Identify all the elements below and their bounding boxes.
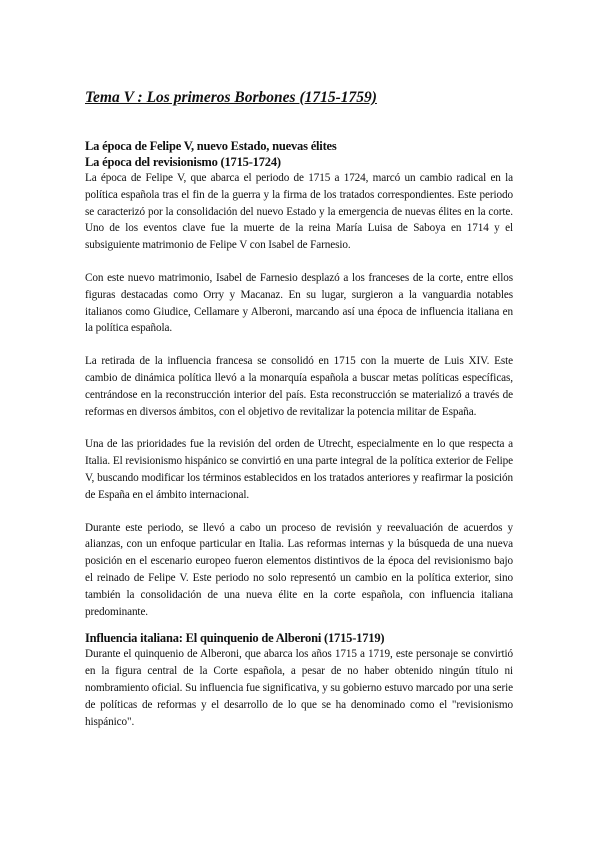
section-heading-alberoni: Influencia italiana: El quinquenio de Alberoni (1715-1719) <box>85 631 385 646</box>
document-title: Tema V : Los primeros Borbones (1715-1759) <box>85 89 377 106</box>
paragraph: Una de las prioridades fue la revisión del orden de Utrecht, especialmente en lo que respecta a Italia. El revisionismo hispánico se convirtió en una parte integral de la política exterior de Felipe V, buscando modificar los términos establecidos en los tratados anteriores y reafirmar la posición de España en el ámbito internacional. <box>85 438 513 501</box>
section-heading-felipe-v: La época de Felipe V, nuevo Estado, nuevas élites <box>85 139 337 153</box>
section-heading-revisionismo: La época del revisionismo (1715-1724) <box>85 155 281 169</box>
paragraph: La época de Felipe V, que abarca el periodo de 1715 a 1724, marcó un cambio radical en la política española tras el fin de la guerra y la firma de los tratados correspondientes. Este periodo se caracterizó por la consolidación del nuevo Estado y la emergencia de nuevas élites en la corte. Uno de los eventos clave fue la muerte de la reina María Luisa de Saboya en 1714 y el subsiguiente matrimonio de Felipe V con Isabel de Farnesio. <box>85 172 513 252</box>
paragraph: Durante el quinquenio de Alberoni, que abarca los años 1715 a 1719, este personaje se convirtió en la figura central de la Corte española, a pesar de no haber obtenido ningún título ni nombramiento oficial. Su influencia fue significativa, y su gobierno estuvo marcado por una serie de políticas de reformas y el desarrollo de lo que se ha denominado como el "revisionismo hispánico". <box>85 648 513 728</box>
paragraph: La retirada de la influencia francesa se consolidó en 1715 con la muerte de Luis XIV. Este cambio de dinámica política llevó a la monarquía española a buscar metas políticas específicas, centrándose en la reconstrucción interior del país. Esta reconstrucción se materializó a través de reformas en diversos ámbitos, con el objetivo de revitalizar la potencia militar de España. <box>85 355 513 418</box>
page-content <box>85 88 513 746</box>
paragraph: Durante este periodo, se llevó a cabo un proceso de revisión y reevaluación de acuerdos y alianzas, con un enfoque particular en Italia. Las reformas internas y la búsqueda de una nueva posición en el escenario europeo fueron elementos distintivos de la época del revisionismo bajo el reinado de Felipe V. Este periodo no solo representó un cambio en la política exterior, sino también la consolidación de una nueva élite en la corte española, con influencia italiana predominante. <box>85 521 513 618</box>
paragraph: Con este nuevo matrimonio, Isabel de Farnesio desplazó a los franceses de la corte, entre ellos figuras destacadas como Orry y Macanaz. En su lugar, surgieron a la vanguardia notables italianos como Giudice, Cellamare y Alberoni, marcando así una época de influencia italiana en la política española. <box>85 271 513 335</box>
